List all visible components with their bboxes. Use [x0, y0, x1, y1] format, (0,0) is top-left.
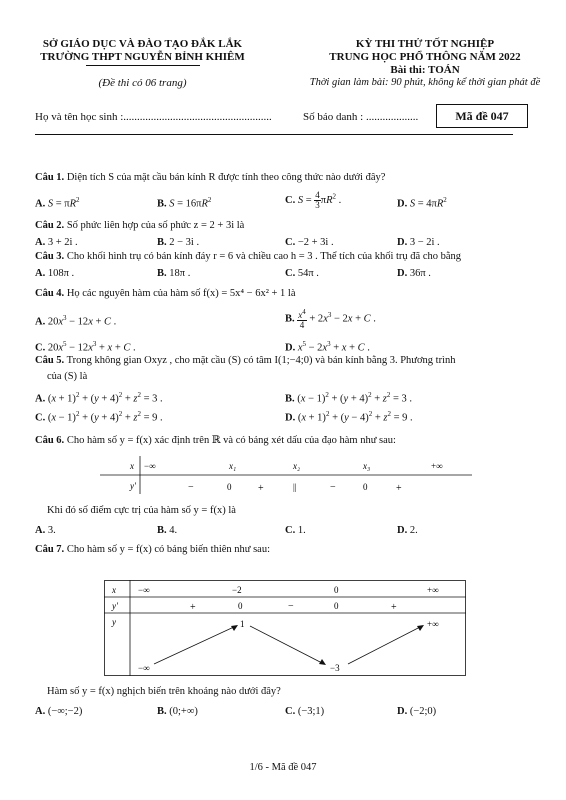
q7-option-c: C. (−3;1): [285, 706, 325, 717]
vt-x-0: 0: [334, 585, 339, 595]
school-name: TRƯỜNG THPT NGUYỄN BỈNH KHIÊM: [40, 51, 245, 63]
q3-option-b: B. 18π .: [157, 268, 191, 279]
header-divider: [35, 134, 513, 135]
q2-label: Câu 2.: [35, 220, 65, 231]
exam-time: Thời gian làm bài: 90 phút, không kể thời gian phát đề: [309, 77, 541, 88]
q2-option-a: A. 3 + 2i .: [35, 237, 78, 248]
vt-y-label: y: [112, 617, 116, 627]
q6-text: Cho hàm số y = f(x) xác định trên ℝ và có bảng xét dấu của đạo hàm như sau:: [66, 435, 396, 446]
sign-x-label: x: [130, 461, 134, 471]
question-4: [35, 288, 296, 299]
exam-subtitle: TRUNG HỌC PHỔ THÔNG NĂM 2022: [329, 51, 521, 63]
q3-option-a: A. 108π .: [35, 268, 75, 279]
vt-y-max: 1: [240, 619, 245, 629]
vt-x-neg-inf: −∞: [138, 585, 150, 595]
vt-y-pos-inf: +∞: [427, 619, 439, 629]
q1-option-a: A. $S = \pi R^2$: [35, 196, 80, 210]
vt-y-min: −3: [330, 663, 340, 673]
q3-text: Cho khối hình trụ có bán kính đáy r = 6 và chiều cao h = 3 . Thể tích của khối trụ đã cho bằng: [66, 251, 462, 262]
header-underline: [86, 65, 200, 66]
sign-1: −: [188, 482, 194, 493]
q2-option-d: D. 3 − 2i .: [397, 237, 440, 248]
dept-name: SỞ GIÁO DỤC VÀ ĐÀO TẠO ĐẮK LẮK: [42, 38, 243, 50]
sign-table: [100, 454, 472, 496]
student-id-field: Số báo danh : ...................: [303, 111, 419, 123]
vt-arrow-up-2: [348, 626, 422, 664]
q7-option-b: B. (0;+∞): [157, 706, 198, 717]
q6-option-a: A. 3.: [35, 525, 56, 536]
q7-text: Cho hàm số y = f(x) có bảng biến thiên như sau:: [66, 544, 271, 555]
vt-arrow-up-1: [154, 626, 236, 664]
sign-undefined: ||: [293, 482, 297, 492]
question-5: [35, 355, 456, 366]
sign-x-neg-inf: −∞: [144, 461, 156, 471]
q6-option-d: D. 2.: [397, 525, 418, 536]
q3-option-d: D. 36π .: [397, 268, 431, 279]
sign-x-pos-inf: +∞: [431, 461, 443, 471]
q7-option-a: A. (−∞;−2): [35, 706, 83, 717]
sign-x1: x₁: [229, 461, 237, 471]
q7-label: Câu 7.: [35, 544, 65, 555]
q6-option-c: C. 1.: [285, 525, 306, 536]
exam-subject: Bài thi: TOÁN: [390, 64, 460, 76]
q1-option-c: C. S = $\frac{4}{3}$ $\pi R^2$ .: [285, 190, 342, 210]
q3-option-c: C. 54π .: [285, 268, 319, 279]
q6-option-b: B. 4.: [157, 525, 178, 536]
q5-option-c: C. $(x - 1)^2 + (y + 4)^2 + z^2 = 9$ .: [35, 410, 163, 424]
q1-option-b: B. $S = 16\pi R^2$: [157, 196, 212, 210]
q4-option-d: D. $x^5 - 2x^3 + x + C$ .: [285, 340, 370, 354]
page-count-note: (Đề thi có 06 trang): [98, 77, 187, 89]
q7-after: Hàm số y = f(x) nghịch biến trên khoảng nào dưới đây?: [47, 686, 281, 697]
vt-yp-minus: −: [288, 601, 294, 612]
question-3: [35, 251, 461, 262]
sign-zero-1: 0: [227, 482, 232, 492]
sign-x2: x₂: [293, 461, 301, 471]
question-2: [35, 220, 244, 231]
q4-option-c: C. $20x^5 - 12x^3 + x + C$ .: [35, 340, 136, 354]
vt-yp-zero-1: 0: [238, 601, 243, 611]
page-footer: 1/6 - Mã đề 047: [249, 762, 317, 773]
q5-option-b: B. $(x - 1)^2 + (y + 4)^2 + z^2 = 3$ .: [285, 391, 413, 405]
vt-yp-plus-2: +: [391, 602, 397, 613]
sign-x3: x₃: [363, 461, 371, 471]
q5-text: Trong không gian Oxyz , cho mặt cầu (S) có tâm I(1;−4;0) và bán kính bằng 3. Phương trình: [66, 355, 456, 366]
exam-title: KỲ THI THỬ TỐT NGHIỆP: [355, 38, 495, 50]
q4-option-b: B. $\frac{x^4}{4}$ + $2x^3 - 2x + C$ .: [285, 308, 376, 330]
vt-x-pos-inf: +∞: [427, 585, 439, 595]
question-1: [35, 172, 385, 183]
q2-option-c: C. −2 + 3i .: [285, 237, 334, 248]
vt-yp-label: y′: [112, 601, 118, 611]
sign-yp-label: y′: [130, 481, 136, 491]
question-6: [35, 434, 396, 446]
vt-border: [105, 581, 466, 676]
vt-x-label: x: [112, 585, 116, 595]
vt-y-neg-inf: −∞: [138, 663, 150, 673]
q4-label: Câu 4.: [35, 288, 65, 299]
q7-option-d: D. (−2;0): [397, 706, 437, 717]
q5-option-d: D. $(x + 1)^2 + (y - 4)^2 + z^2 = 9$ .: [285, 410, 413, 424]
vt-yp-plus-1: +: [190, 602, 196, 613]
q5-label: Câu 5.: [35, 355, 65, 366]
sign-zero-2: 0: [363, 482, 368, 492]
vt-yp-zero-2: 0: [334, 601, 339, 611]
q5-option-a: A. $(x + 1)^2 + (y + 4)^2 + z^2 = 3$ .: [35, 391, 163, 405]
q1-text: Diện tích S của mặt cầu bán kính R được tính theo công thức nào dưới đây?: [66, 172, 386, 183]
q4-text: Họ các nguyên hàm của hàm số f(x) = 5x⁴ − 6x² + 1 là: [66, 288, 296, 299]
q2-option-b: B. 2 − 3i .: [157, 237, 200, 248]
q2-text: Số phức liên hợp của số phức z = 2 + 3i là: [66, 220, 245, 231]
q5-text-cont: của (S) là: [47, 371, 88, 382]
q4-option-a: A. $20x^3 - 12x + C$ .: [35, 314, 117, 328]
sign-2: +: [258, 483, 264, 494]
sign-3: −: [330, 482, 336, 493]
q6-label: Câu 6.: [35, 435, 65, 446]
vt-x-m2: −2: [232, 585, 242, 595]
student-name-field: Họ và tên học sinh :......................................................: [35, 111, 272, 123]
question-7: [35, 544, 270, 555]
variation-table: [104, 580, 466, 676]
sign-4: +: [396, 483, 402, 494]
exam-code-box: Mã đề 047: [436, 104, 528, 128]
q3-label: Câu 3.: [35, 251, 65, 262]
vt-arrow-down: [250, 626, 324, 664]
q1-label: Câu 1.: [35, 172, 65, 183]
q1-option-d: D. $S = 4\pi R^2$: [397, 196, 447, 210]
q6-after: Khi đó số điểm cực trị của hàm số y = f(x) là: [47, 505, 236, 516]
